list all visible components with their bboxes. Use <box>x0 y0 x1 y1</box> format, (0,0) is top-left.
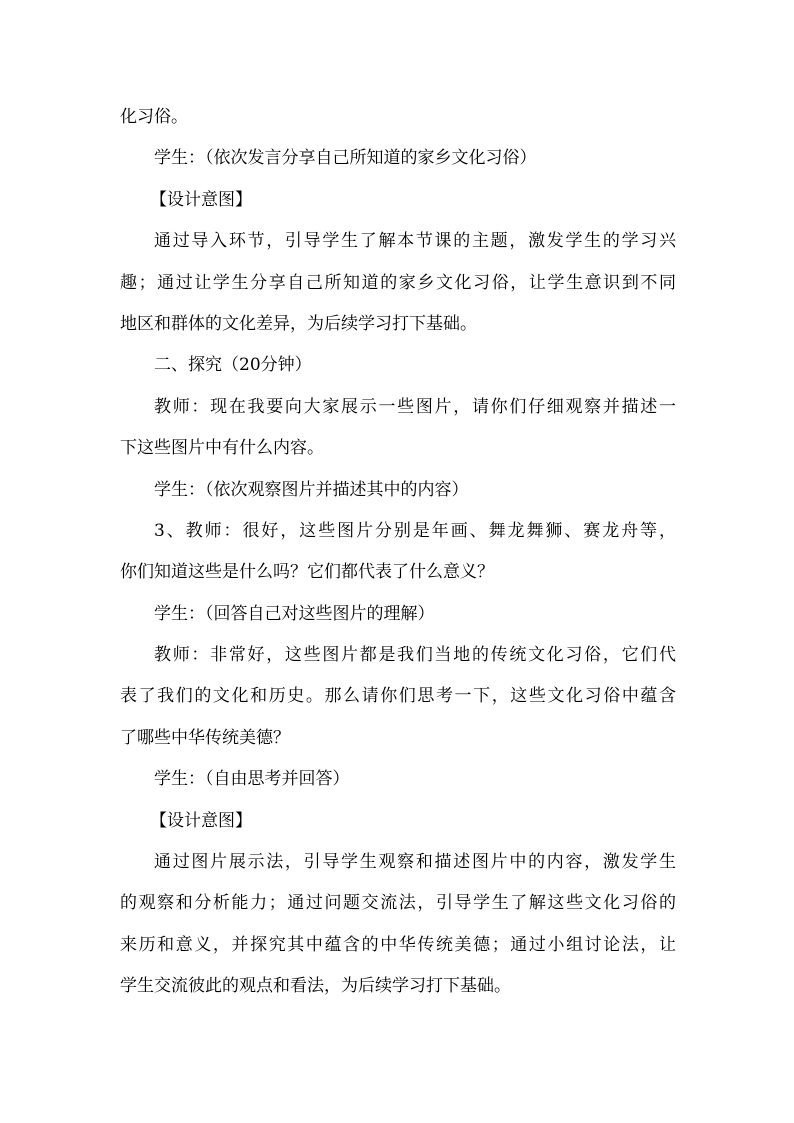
text-line: 通过图片展示法，引导学生观察和描述图片中的内容，激发学生 <box>154 852 676 873</box>
text-line: 学生交流彼此的观点和看法，为后续学习打下基础。 <box>120 976 511 997</box>
text-line: 3、教师：很好，这些图片分别是年画、舞龙舞狮、赛龙舟等， <box>154 520 676 541</box>
text-line: 的观察和分析能力；通过问题交流法，引导学生了解这些文化习俗的 <box>120 893 676 914</box>
section-heading: 【设计意图】 <box>150 189 252 210</box>
text-line: 趣；通过让学生分享自己所知道的家乡文化习俗，让学生意识到不同 <box>120 272 676 293</box>
text-line: 学生：（依次观察图片并描述其中的内容） <box>154 479 469 500</box>
text-line: 表了我们的文化和历史。那么请你们思考一下，这些文化习俗中蕴含 <box>120 686 676 707</box>
text-line: 来历和意义，并探究其中蕴含的中华传统美德；通过小组讨论法，让 <box>120 934 676 955</box>
text-line: 学生：（自由思考并回答） <box>154 769 350 790</box>
text-line: 通过导入环节，引导学生了解本节课的主题，激发学生的学习兴 <box>154 231 676 252</box>
text-line: 教师：现在我要向大家展示一些图片，请你们仔细观察并描述一 <box>154 396 676 417</box>
text-line: 地区和群体的文化差异，为后续学习打下基础。 <box>120 313 477 334</box>
text-line: 化习俗。 <box>120 107 188 127</box>
text-line: 了哪些中华传统美德？ <box>120 727 290 748</box>
document-body <box>120 97 676 1008</box>
text-line: 学生：（依次发言分享自己所知道的家乡文化习俗） <box>154 148 537 169</box>
text-line: 学生：（回答自己对这些图片的理解） <box>154 603 435 624</box>
text-line: 你们知道这些是什么吗？它们都代表了什么意义？ <box>120 562 494 583</box>
text-line: 下这些图片中有什么内容。 <box>120 438 324 459</box>
text-line: 教师：非常好，这些图片都是我们当地的传统文化习俗，它们代 <box>154 645 676 666</box>
section-heading: 二、探究（20分钟） <box>154 355 312 376</box>
section-heading: 【设计意图】 <box>150 810 252 831</box>
